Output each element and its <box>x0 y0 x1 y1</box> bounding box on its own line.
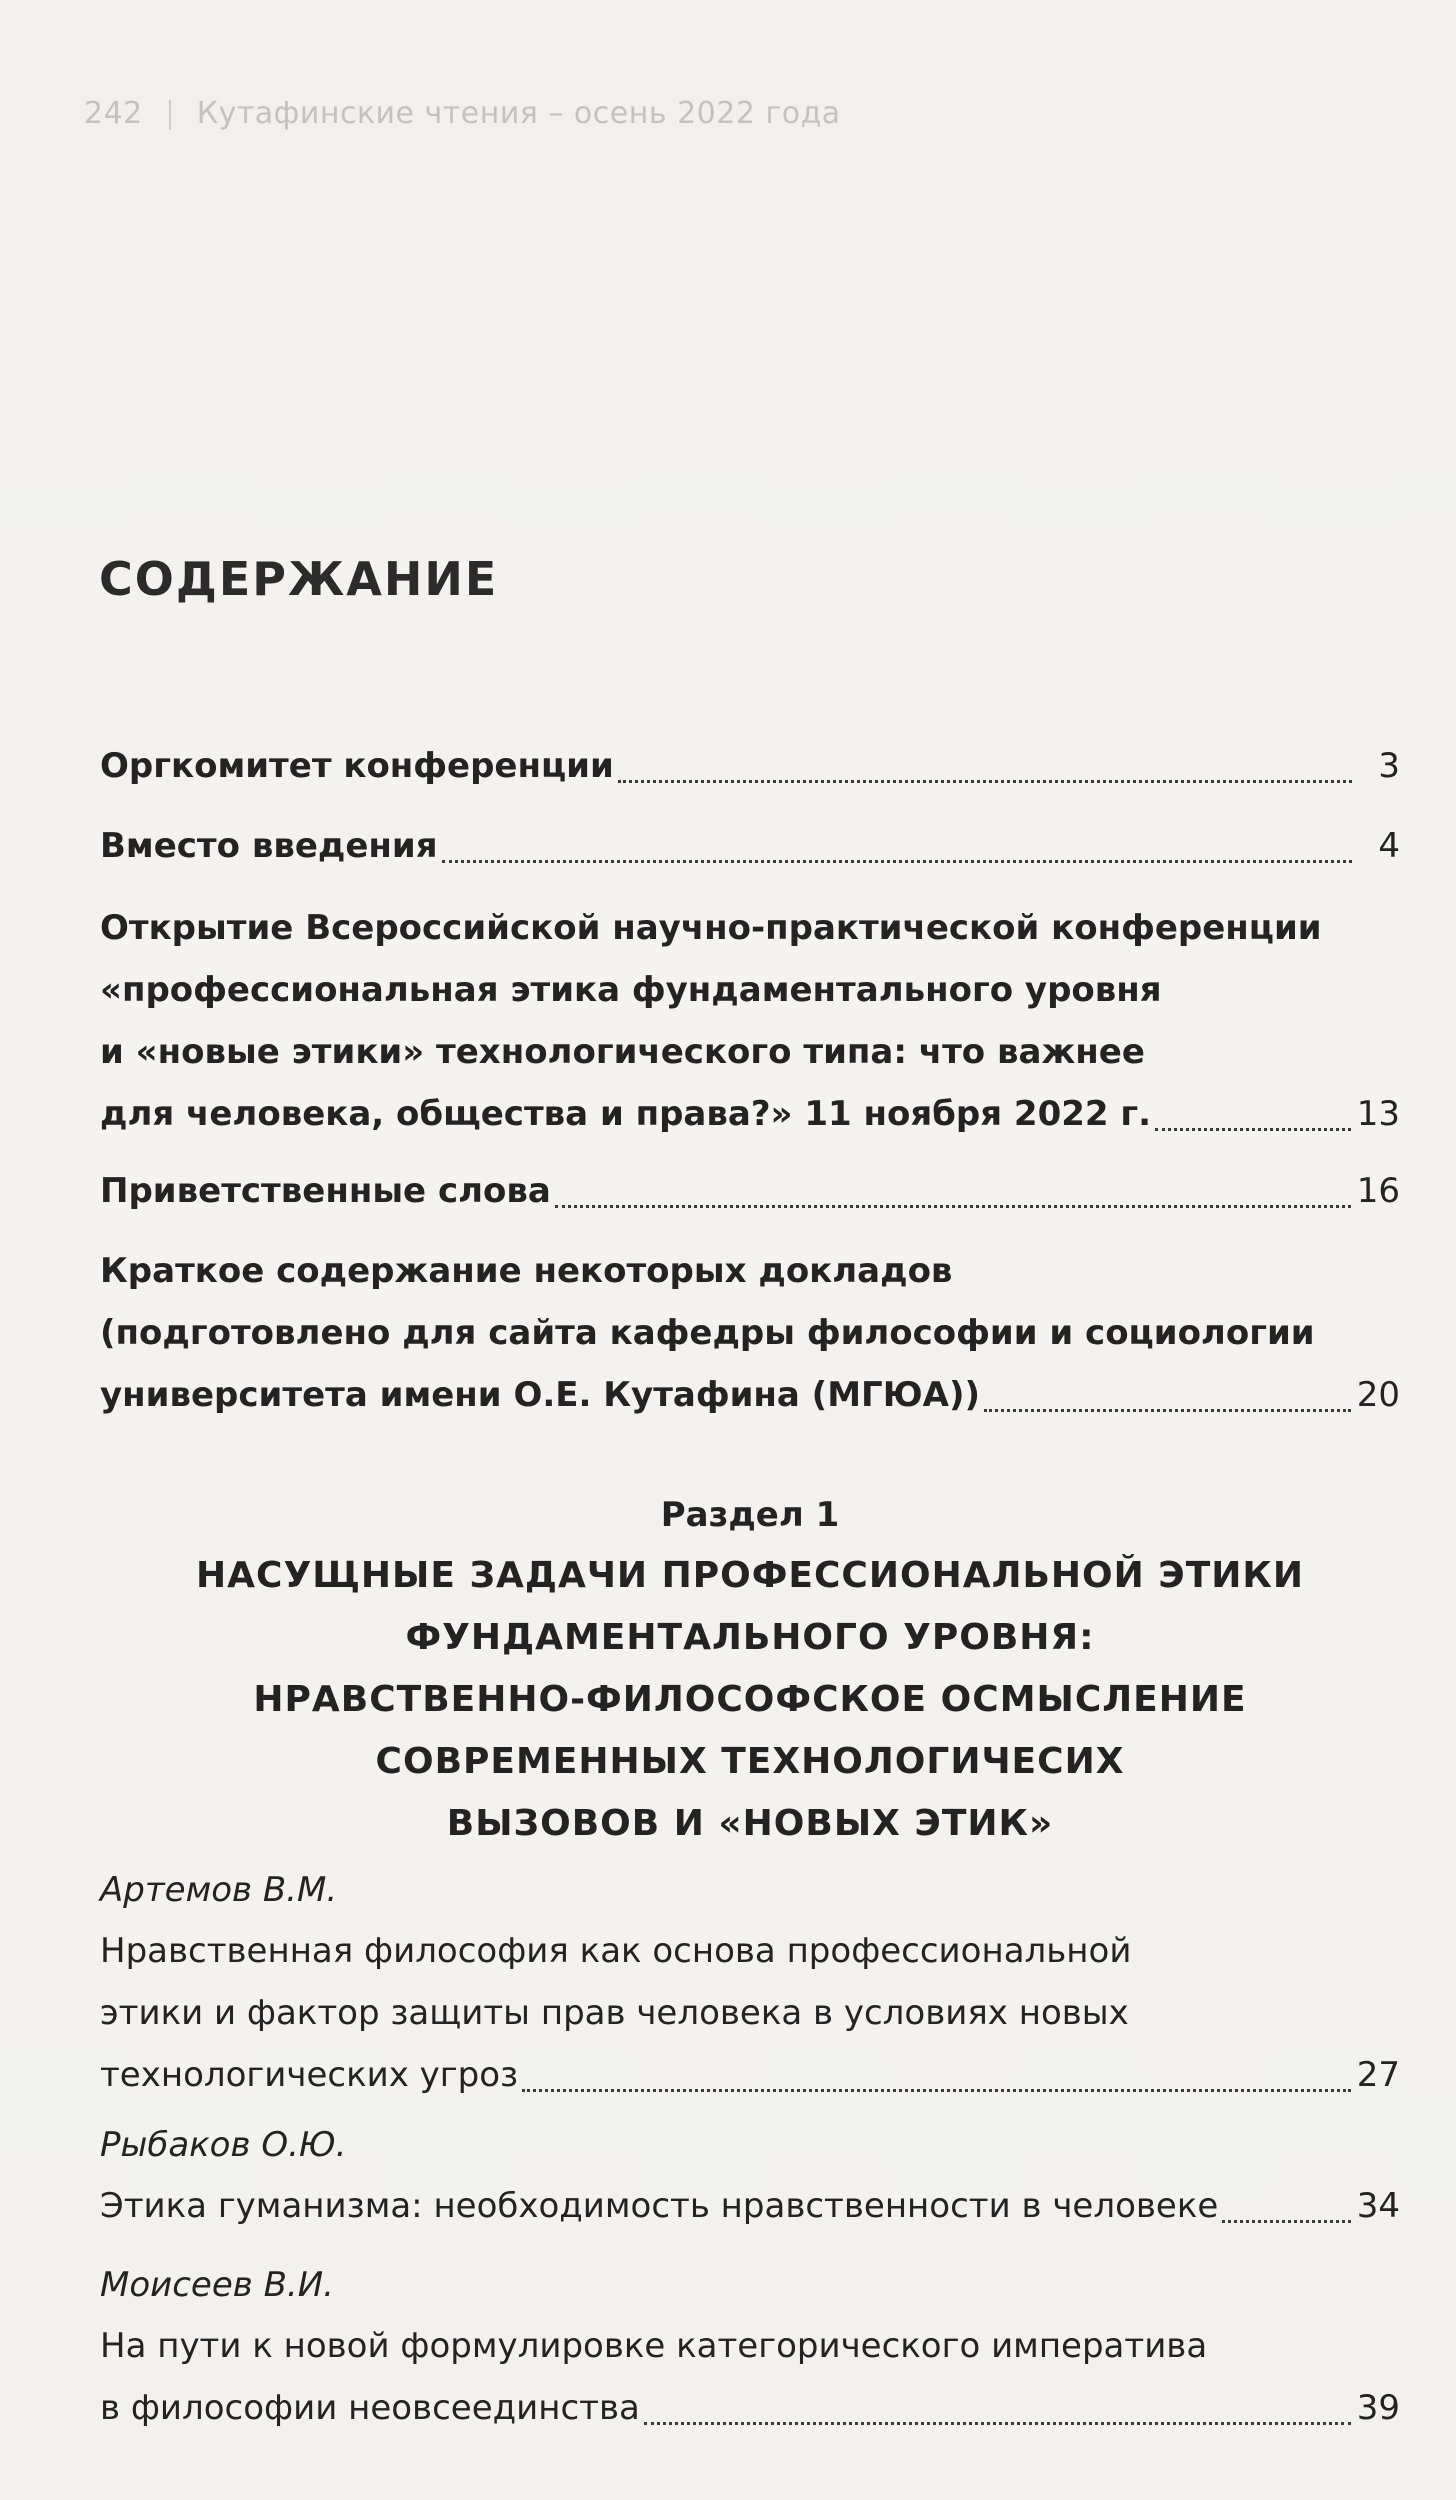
header-page-number: 242 <box>84 96 143 131</box>
toc-entry-line: Краткое содержание некоторых докладов <box>100 1251 953 1291</box>
toc-page-number: 27 <box>1356 2055 1400 2095</box>
leader-dots <box>442 860 1352 863</box>
toc-entry-text: университета имени О.Е. Кутафина (МГЮА)) <box>100 1375 981 1415</box>
toc-entry-text: в философии неовсеединства <box>100 2388 640 2428</box>
section-title-line: ВЫЗОВОВ И «НОВЫХ ЭТИК» <box>446 1803 1054 1844</box>
toc-entry-greetings[interactable] <box>100 1160 1400 1222</box>
section-title-line: НРАВСТВЕННО-ФИЛОСОФСКОЕ ОСМЫСЛЕНИЕ <box>253 1679 1247 1720</box>
page-title: СОДЕРЖАНИЕ <box>99 552 499 606</box>
toc-entry-introduction[interactable] <box>100 815 1400 877</box>
toc-entry-summaries[interactable] <box>100 1240 1400 1426</box>
toc-entry-article[interactable] <box>100 2175 1400 2237</box>
toc-entry-text: технологических угроз <box>100 2055 519 2095</box>
leader-dots <box>555 1205 1351 1208</box>
toc-entry-text: Вместо введения <box>100 826 438 866</box>
toc-page-number: 13 <box>1356 1094 1400 1134</box>
leader-dots <box>1222 2220 1350 2223</box>
toc-entry-line: Открытие Всероссийской научно-практической конференции <box>100 908 1322 948</box>
leader-dots <box>1155 1128 1351 1131</box>
toc-entry-article[interactable] <box>100 2315 1400 2439</box>
toc-entry-line: Нравственная философия как основа профессиональной <box>100 1931 1132 1971</box>
toc-entry-text: Оргкомитет конференции <box>100 746 614 786</box>
toc-entry-text: для человека, общества и права?» 11 ноября 2022 г. <box>100 1094 1152 1134</box>
section-title-line: СОВРЕМЕННЫХ ТЕХНОЛОГИЧЕСИХ <box>375 1741 1125 1782</box>
toc-entry-line: этики и фактор защиты прав человека в условиях новых <box>100 1993 1129 2033</box>
toc-page-number: 20 <box>1356 1375 1400 1415</box>
article-author: Артемов В.М. <box>100 1870 338 1910</box>
leader-dots <box>618 780 1352 783</box>
section-label: Раздел 1 <box>660 1495 840 1535</box>
leader-dots <box>984 1409 1351 1412</box>
toc-page-number: 4 <box>1378 826 1400 866</box>
article-author: Рыбаков О.Ю. <box>100 2125 347 2165</box>
toc-entry-orgcommittee[interactable] <box>100 735 1400 797</box>
toc-entry-line: «профессиональная этика фундаментального уровня <box>100 970 1162 1010</box>
toc-page-number: 34 <box>1356 2186 1400 2226</box>
running-header <box>84 96 841 131</box>
header-running-title: Кутафинские чтения – осень 2022 года <box>196 96 841 131</box>
toc-page-number: 39 <box>1356 2388 1400 2428</box>
section-heading <box>100 1485 1400 1855</box>
toc-entry-line: На пути к новой формулировке категорического императива <box>100 2326 1208 2366</box>
toc-entry-article[interactable] <box>100 1920 1400 2106</box>
leader-dots <box>644 2422 1351 2425</box>
toc-page-number: 16 <box>1356 1171 1400 1211</box>
toc-entry-text: Этика гуманизма: необходимость нравственности в человеке <box>100 2186 1219 2226</box>
toc-entry-text: Приветственные слова <box>100 1171 551 1211</box>
toc-entry-opening[interactable] <box>100 897 1400 1145</box>
section-title-line: ФУНДАМЕНТАЛЬНОГО УРОВНЯ: <box>405 1617 1095 1658</box>
section-title-line: НАСУЩНЫЕ ЗАДАЧИ ПРОФЕССИОНАЛЬНОЙ ЭТИКИ <box>196 1555 1304 1596</box>
toc-entry-line: (подготовлено для сайта кафедры философии и социологии <box>100 1313 1315 1353</box>
toc-entry-line: и «новые этики» технологического типа: что важнее <box>100 1032 1145 1072</box>
toc-page-number: 3 <box>1378 746 1400 786</box>
leader-dots <box>522 2089 1351 2092</box>
article-author: Моисеев В.И. <box>100 2265 334 2305</box>
header-separator <box>169 100 171 130</box>
